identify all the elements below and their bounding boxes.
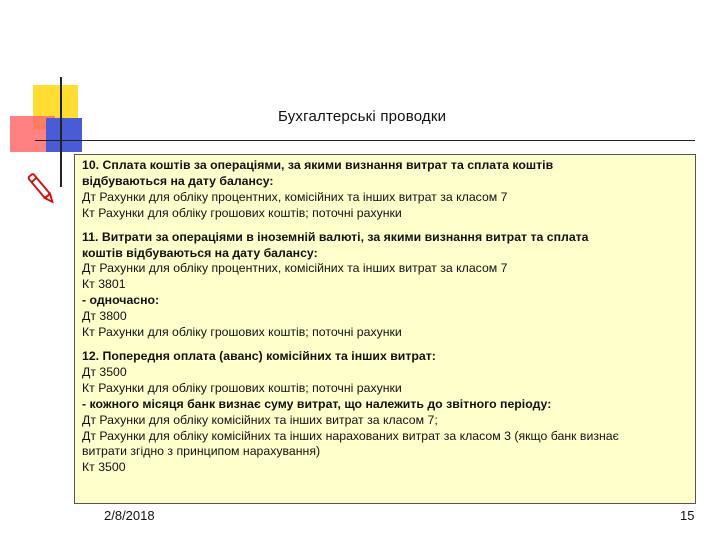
pen-icon <box>22 170 60 208</box>
entry-text-line: Дт Рахунки для обліку процентних, комісійних та інших витрат за класом 7 <box>82 261 508 276</box>
footer-date: 2/8/2018 <box>104 508 155 523</box>
entry-text-line: Кт Рахунки для обліку грошових коштів; поточні рахунки <box>82 380 402 395</box>
entry-text-line: Кт 3500 <box>82 460 126 475</box>
entry-block <box>82 158 695 222</box>
entry-text-line: Дт 3800 <box>82 309 127 324</box>
entry-heading-line: 10. Сплата коштів за операціями, за якими визнання витрат та сплата коштів <box>82 158 554 172</box>
entry-block <box>82 230 695 341</box>
entry-heading-line: коштів відбуваються на дату балансу: <box>82 245 318 260</box>
decor-horizontal-line <box>35 140 695 141</box>
entry-heading-line: 12. Попередня оплата (аванс) комісійних та інших витрат: <box>82 348 436 363</box>
slide-title: Бухгалтерські проводки <box>278 108 447 125</box>
entry-text-line: Кт 3801 <box>82 277 126 292</box>
content-box <box>74 154 696 504</box>
decor-vertical-line <box>60 77 62 187</box>
entry-heading-line: - одночасно: <box>82 293 160 308</box>
entry-block <box>82 349 695 476</box>
entry-text-line: Дт Рахунки для обліку процентних, комісійних та інших витрат за класом 7 <box>82 189 508 204</box>
decor-blue-square <box>46 118 82 152</box>
page-number: 15 <box>680 508 695 523</box>
entry-text-line: Дт 3500 <box>82 364 127 379</box>
entry-text-line: Дт Рахунки для обліку комісійних та інших нарахованих витрат за класом 3 (якщо банк визнає <box>82 428 619 443</box>
entry-text-line: витрати згідно з принципом нарахування) <box>82 444 321 459</box>
entry-heading-line: - кожного місяця банк визнає суму витрат, що належить до звітного періоду: <box>82 396 552 411</box>
entry-text-line: Кт Рахунки для обліку грошових коштів; поточні рахунки <box>82 205 402 220</box>
entry-text-line: Кт Рахунки для обліку грошових коштів; поточні рахунки <box>82 325 402 340</box>
entry-heading-line: відбуваються на дату балансу: <box>82 173 274 188</box>
entry-text-line: Дт Рахунки для обліку комісійних та інших витрат за класом 7; <box>82 412 438 427</box>
entry-heading-line: 11. Витрати за операціями в іноземній валюті, за якими визнання витрат та сплата <box>82 229 589 244</box>
